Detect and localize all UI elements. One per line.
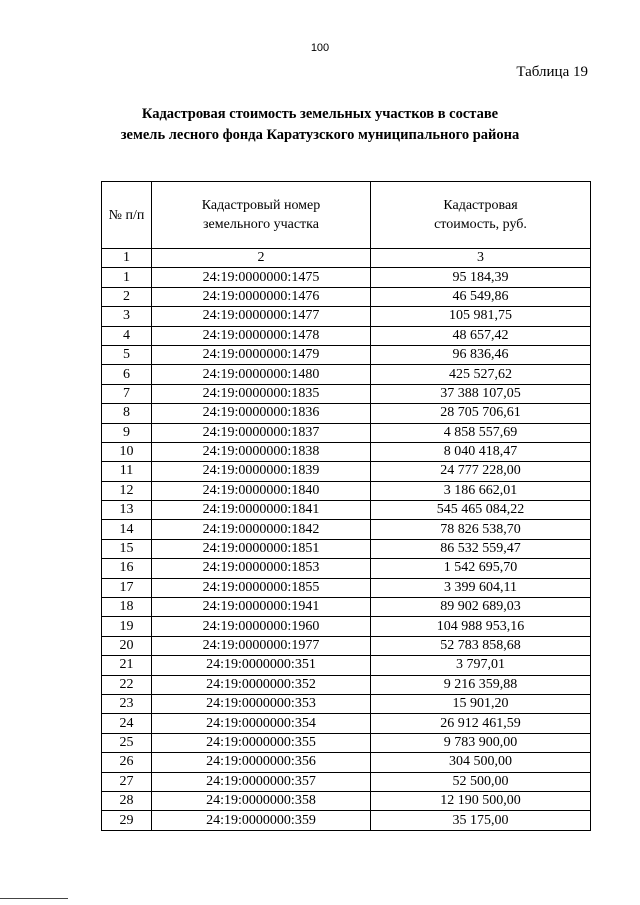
row-index-cell: 2 — [102, 287, 152, 306]
row-index-cell: 1 — [102, 268, 152, 287]
row-index-cell: 12 — [102, 481, 152, 500]
row-index-cell: 14 — [102, 520, 152, 539]
cadastral-number-cell: 24:19:0000000:354 — [152, 714, 371, 733]
table-row — [102, 714, 591, 733]
table-row — [102, 636, 591, 655]
table-row — [102, 345, 591, 364]
row-index-cell: 15 — [102, 539, 152, 558]
cadastral-value-cell: 15 901,20 — [371, 694, 591, 713]
cadastral-value-cell: 8 040 418,47 — [371, 442, 591, 461]
cadastral-number-cell: 24:19:0000000:1477 — [152, 307, 371, 326]
row-index-cell: 7 — [102, 384, 152, 403]
row-index-cell: 17 — [102, 578, 152, 597]
table-row — [102, 578, 591, 597]
cadastral-number-cell: 24:19:0000000:1836 — [152, 404, 371, 423]
table-label: Таблица 19 — [516, 64, 588, 80]
row-index-cell: 22 — [102, 675, 152, 694]
cadastral-number-cell: 24:19:0000000:1853 — [152, 559, 371, 578]
header-cadastral-value: Кадастровая стоимость, руб. — [371, 182, 591, 249]
page-number: 100 — [310, 42, 330, 54]
table-row — [102, 520, 591, 539]
row-index-cell: 16 — [102, 559, 152, 578]
cadastral-value-cell: 96 836,46 — [371, 345, 591, 364]
column-number-cell: 2 — [152, 249, 371, 268]
row-index-cell: 9 — [102, 423, 152, 442]
cadastral-number-cell: 24:19:0000000:1960 — [152, 617, 371, 636]
cadastral-number-cell: 24:19:0000000:351 — [152, 656, 371, 675]
table-row — [102, 481, 591, 500]
table-row — [102, 694, 591, 713]
cadastral-value-cell: 28 705 706,61 — [371, 404, 591, 423]
column-number-cell: 1 — [102, 249, 152, 268]
table-row — [102, 462, 591, 481]
row-index-cell: 11 — [102, 462, 152, 481]
cadastral-value-cell: 46 549,86 — [371, 287, 591, 306]
cadastral-number-cell: 24:19:0000000:1855 — [152, 578, 371, 597]
cadastral-value-cell: 9 216 359,88 — [371, 675, 591, 694]
row-index-cell: 3 — [102, 307, 152, 326]
table-row — [102, 268, 591, 287]
table-row — [102, 811, 591, 830]
row-index-cell: 8 — [102, 404, 152, 423]
cadastral-number-cell: 24:19:0000000:1851 — [152, 539, 371, 558]
cadastral-number-cell: 24:19:0000000:1479 — [152, 345, 371, 364]
row-index-cell: 20 — [102, 636, 152, 655]
header-cadastral-number: Кадастровый номер земельного участка — [152, 182, 371, 249]
cadastral-value-cell: 545 465 084,22 — [371, 501, 591, 520]
cadastral-value-cell: 304 500,00 — [371, 753, 591, 772]
table-row — [102, 733, 591, 752]
cadastral-number-cell: 24:19:0000000:1478 — [152, 326, 371, 345]
cadastral-value-cell: 95 184,39 — [371, 268, 591, 287]
cadastral-number-cell: 24:19:0000000:359 — [152, 811, 371, 830]
title-line-1: Кадастровая стоимость земельных участков в составе — [141, 106, 499, 122]
row-index-cell: 5 — [102, 345, 152, 364]
row-index-cell: 26 — [102, 753, 152, 772]
header-number: № п/п — [102, 182, 152, 249]
table-row — [102, 753, 591, 772]
column-number-row — [102, 249, 591, 268]
cadastral-number-cell: 24:19:0000000:356 — [152, 753, 371, 772]
cadastral-value-cell: 1 542 695,70 — [371, 559, 591, 578]
cadastral-number-cell: 24:19:0000000:1476 — [152, 287, 371, 306]
row-index-cell: 23 — [102, 694, 152, 713]
cadastral-value-cell: 3 797,01 — [371, 656, 591, 675]
cadastral-number-cell: 24:19:0000000:1977 — [152, 636, 371, 655]
cadastral-number-cell: 24:19:0000000:353 — [152, 694, 371, 713]
cadastral-value-cell: 425 527,62 — [371, 365, 591, 384]
row-index-cell: 21 — [102, 656, 152, 675]
table-row — [102, 559, 591, 578]
cadastral-number-cell: 24:19:0000000:357 — [152, 772, 371, 791]
cadastral-number-cell: 24:19:0000000:1841 — [152, 501, 371, 520]
table-row — [102, 404, 591, 423]
document-title — [0, 104, 640, 146]
row-index-cell: 24 — [102, 714, 152, 733]
cadastral-number-cell: 24:19:0000000:1840 — [152, 481, 371, 500]
cadastral-number-cell: 24:19:0000000:355 — [152, 733, 371, 752]
cadastral-value-cell: 48 657,42 — [371, 326, 591, 345]
cadastral-number-cell: 24:19:0000000:1839 — [152, 462, 371, 481]
row-index-cell: 28 — [102, 791, 152, 810]
cadastral-value-cell: 4 858 557,69 — [371, 423, 591, 442]
table-row — [102, 287, 591, 306]
cadastral-value-cell: 12 190 500,00 — [371, 791, 591, 810]
cadastral-number-cell: 24:19:0000000:1837 — [152, 423, 371, 442]
cadastral-value-cell: 3 399 604,11 — [371, 578, 591, 597]
row-index-cell: 4 — [102, 326, 152, 345]
table-row — [102, 617, 591, 636]
cadastral-value-cell: 52 783 858,68 — [371, 636, 591, 655]
table-row — [102, 326, 591, 345]
cadastral-table — [101, 181, 591, 831]
table-row — [102, 539, 591, 558]
cadastral-number-cell: 24:19:0000000:1941 — [152, 598, 371, 617]
cadastral-number-cell: 24:19:0000000:358 — [152, 791, 371, 810]
cadastral-number-cell: 24:19:0000000:1475 — [152, 268, 371, 287]
table-row — [102, 307, 591, 326]
row-index-cell: 25 — [102, 733, 152, 752]
table-row — [102, 501, 591, 520]
table-row — [102, 442, 591, 461]
table-row — [102, 656, 591, 675]
cadastral-value-cell: 89 902 689,03 — [371, 598, 591, 617]
cadastral-number-cell: 24:19:0000000:1480 — [152, 365, 371, 384]
cadastral-value-cell: 104 988 953,16 — [371, 617, 591, 636]
scan-edge-mark — [0, 898, 68, 899]
cadastral-number-cell: 24:19:0000000:352 — [152, 675, 371, 694]
table-row — [102, 384, 591, 403]
cadastral-value-cell: 52 500,00 — [371, 772, 591, 791]
cadastral-value-cell: 9 783 900,00 — [371, 733, 591, 752]
table-row — [102, 598, 591, 617]
cadastral-value-cell: 3 186 662,01 — [371, 481, 591, 500]
table-row — [102, 675, 591, 694]
cadastral-value-cell: 35 175,00 — [371, 811, 591, 830]
row-index-cell: 18 — [102, 598, 152, 617]
cadastral-value-cell: 37 388 107,05 — [371, 384, 591, 403]
cadastral-number-cell: 24:19:0000000:1838 — [152, 442, 371, 461]
row-index-cell: 19 — [102, 617, 152, 636]
column-number-cell: 3 — [371, 249, 591, 268]
cadastral-value-cell: 86 532 559,47 — [371, 539, 591, 558]
cadastral-value-cell: 78 826 538,70 — [371, 520, 591, 539]
row-index-cell: 10 — [102, 442, 152, 461]
table-row — [102, 772, 591, 791]
cadastral-number-cell: 24:19:0000000:1842 — [152, 520, 371, 539]
row-index-cell: 13 — [102, 501, 152, 520]
row-index-cell: 27 — [102, 772, 152, 791]
table-row — [102, 791, 591, 810]
cadastral-value-cell: 24 777 228,00 — [371, 462, 591, 481]
row-index-cell: 29 — [102, 811, 152, 830]
cadastral-number-cell: 24:19:0000000:1835 — [152, 384, 371, 403]
title-line-2: земель лесного фонда Каратузского муниципального района — [120, 127, 520, 143]
table-row — [102, 365, 591, 384]
row-index-cell: 6 — [102, 365, 152, 384]
header-row — [102, 182, 591, 249]
cadastral-value-cell: 26 912 461,59 — [371, 714, 591, 733]
cadastral-value-cell: 105 981,75 — [371, 307, 591, 326]
table-row — [102, 423, 591, 442]
